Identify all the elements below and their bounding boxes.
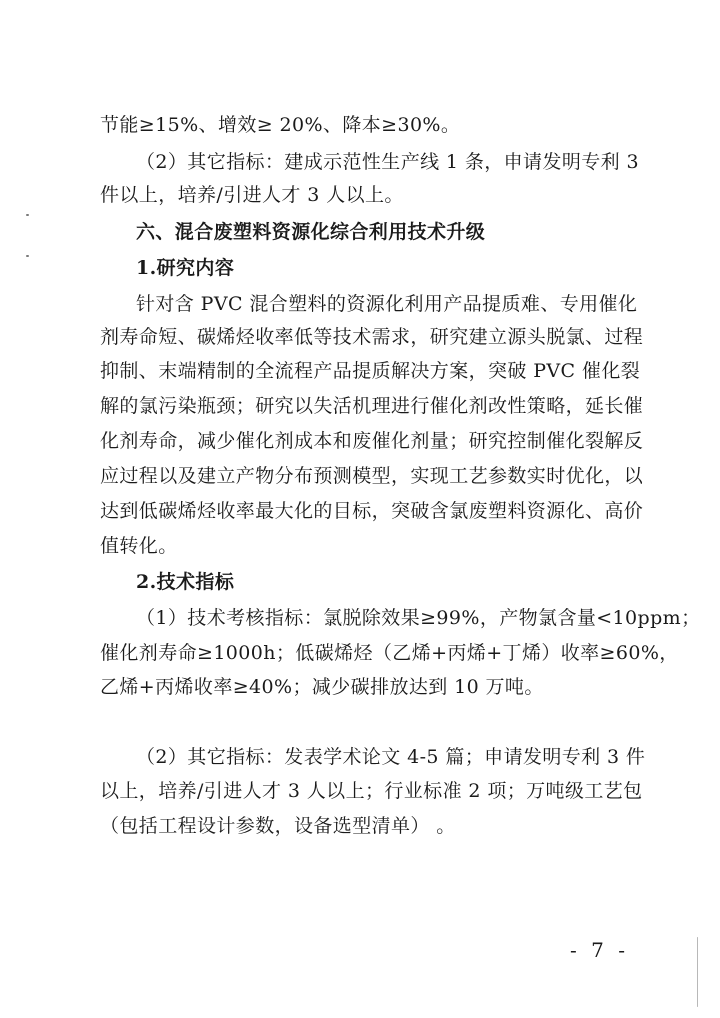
para-line-20: （包括工程设计参数，设备选型清单） 。	[100, 815, 456, 837]
para-line-8: 抑制、末端精制的全流程产品提质解决方案，突破 PVC 催化裂	[100, 360, 641, 382]
page-number: - 7 -	[570, 938, 629, 962]
scan-edge-mark	[697, 937, 698, 1007]
para-line-15: （1）技术考核指标：氯脱除效果≥99%，产物氯含量<10ppm；	[136, 607, 701, 629]
para-line-17: 乙烯+丙烯收率≥40%；减少碳排放达到 10 万吨。	[100, 676, 544, 698]
para-line-6: 针对含 PVC 混合塑料的资源化利用产品提质难、专用催化	[136, 293, 638, 315]
scan-speck	[26, 214, 29, 216]
subsection-heading-research: 1.研究内容	[136, 257, 235, 279]
para-line-9: 解的氯污染瓶颈；研究以失活机理进行催化剂改性策略，延长催	[100, 395, 644, 417]
para-line-13: 值转化。	[100, 535, 178, 557]
scan-speck	[26, 255, 29, 257]
para-line-2: （2）其它指标：建成示范性生产线 1 条，申请发明专利 3	[136, 151, 639, 173]
para-line-11: 应过程以及建立产物分布预测模型，实现工艺参数实时优化，以	[100, 465, 644, 487]
para-line-12: 达到低碳烯烃收率最大化的目标，突破含氯废塑料资源化、高价	[100, 500, 644, 522]
para-line-19: 以上，培养/引进人才 3 人以上；行业标准 2 项；万吨级工艺包	[100, 780, 643, 802]
para-line-1: 节能≥15%、增效≥ 20%、降本≥30%。	[100, 114, 461, 136]
para-line-18: （2）其它指标：发表学术论文 4-5 篇；申请发明专利 3 件	[136, 746, 646, 768]
section-heading: 六、混合废塑料资源化综合利用技术升级	[136, 221, 486, 243]
para-line-16: 催化剂寿命≥1000h；低碳烯烃（乙烯+丙烯+丁烯）收率≥60%，	[100, 642, 679, 664]
para-line-7: 剂寿命短、碳烯烃收率低等技术需求，研究建立源头脱氯、过程	[100, 326, 644, 348]
para-line-10: 化剂寿命，减少催化剂成本和废催化剂量；研究控制催化裂解反	[100, 430, 644, 452]
para-line-3: 件以上，培养/引进人才 3 人以上。	[100, 184, 404, 206]
subsection-heading-indicators: 2.技术指标	[136, 571, 235, 593]
